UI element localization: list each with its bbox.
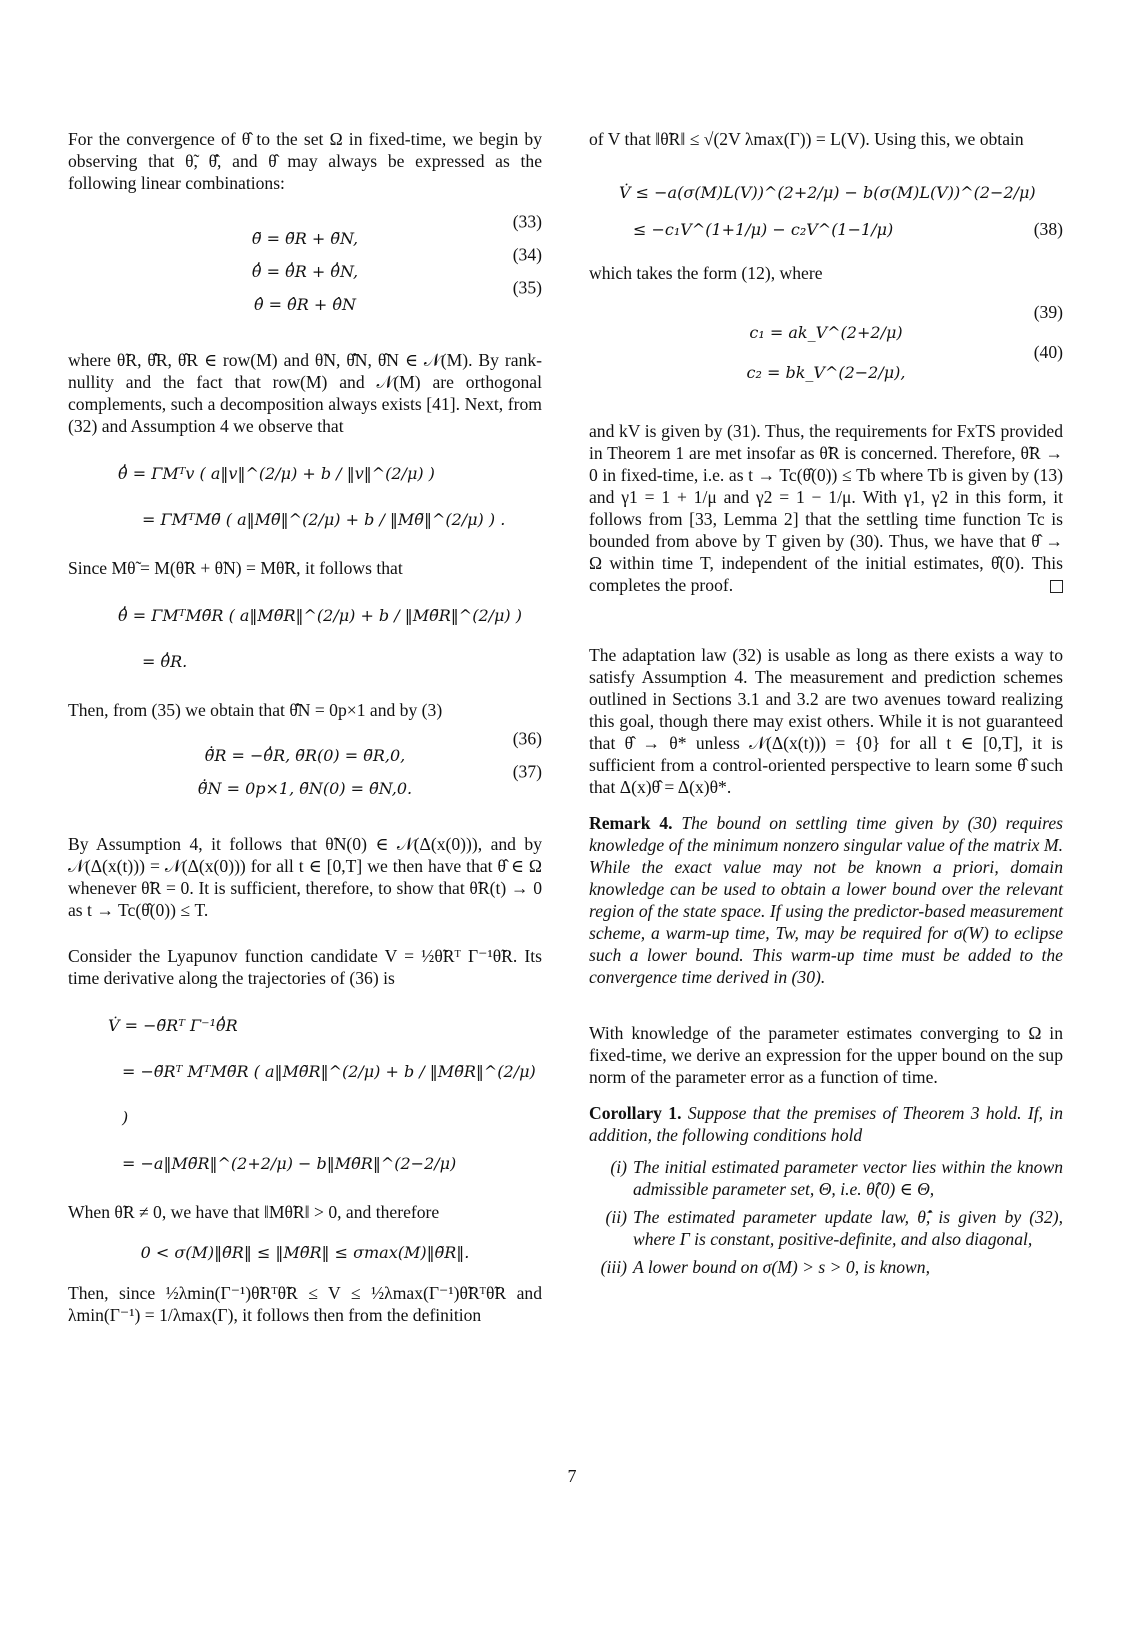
equation-number: (37): [512, 761, 542, 782]
equation-number: (40): [1033, 342, 1063, 362]
proof-conclusion: and kV is given by (31). Thus, the requirements for FxTS provided in Theorem 1 are met insofar as θ̃R is concerned. Therefore, θ̃R → 0 in fixed-time, i.e. as t → Tc(θ̂(0)) ≤ Tb where Tb is given by (13) and γ1 = 1 + 1/μ and γ2 = 1 − 1/μ. With γ1, γ2 in this form, it follows from [33, Lemma 2] that the settling time function Tc is bounded from above by T given by (30). Thus, we have that θ̂ → Ω within time T, independent of the initial estimates, θ̂(0). This completes the proof.: [589, 421, 1063, 595]
equation: 0 < σ(M)‖θ̃R‖ ≤ ‖Mθ̃R‖ ≤ σmax(M)‖θ̃R‖.: [140, 1243, 470, 1262]
equation-block: [68, 593, 542, 685]
paragraph: which takes the form (12), where: [589, 263, 823, 283]
equation-block: [68, 1003, 542, 1187]
paragraph: With knowledge of the parameter estimates converging to Ω in fixed-time, we derive an expression for the upper bound on the sup norm of the parameter error as a function of time.: [589, 1023, 1063, 1087]
corollary-text: Suppose that the premises of Theorem 3 hold. If, in addition, the following conditions hold: [589, 1103, 1063, 1145]
list-item: [589, 1256, 1063, 1278]
remark-label: Remark 4.: [589, 813, 673, 833]
list-item-label: (iii): [600, 1257, 627, 1277]
list-item-text: A lower bound on σ(M) > s > 0, is known,: [633, 1257, 930, 1277]
paragraph: of V that ‖θ̃R‖ ≤ √(2V λmax(Γ)) = L(V). Using this, we obtain: [589, 129, 1024, 149]
equation: c₂ = bk_V^(2−2/μ),: [746, 363, 906, 382]
equation-number: (35): [512, 277, 542, 298]
corollary-label: Corollary 1.: [589, 1103, 682, 1123]
equation-number: (36): [512, 728, 542, 749]
equation: = −a‖Mθ̃R‖^(2+2/μ) − b‖Mθ̃R‖^(2−2/μ): [122, 1154, 457, 1173]
page-number: 7: [567, 1466, 577, 1486]
list-item: [589, 1156, 1063, 1200]
equation: V̇ ≤ −a(σ(M)L(V))^(2+2/μ) − b(σ(M)L(V))^(2−2/μ): [619, 183, 1036, 202]
list-item-label: (i): [610, 1157, 627, 1177]
list-item-text: The initial estimated parameter vector lies within the known admissible parameter set, Θ, i.e. θ̂(0) ∈ Θ,: [633, 1157, 1063, 1199]
equation: θ̂̇ = ΓMᵀv ( a‖v‖^(2/μ) + b / ‖v‖^(2/μ) ): [118, 464, 435, 483]
equation: ≤ −c₁V^(1+1/μ) − c₂V^(1−1/μ): [633, 220, 894, 239]
remark-4: [589, 812, 1063, 988]
paragraph: By Assumption 4, it follows that θ̃N(0) ∈ 𝒩(Δ(x(0))), and by 𝒩(Δ(x(t))) = 𝒩(Δ(x(0))) for all t ∈ [0,T] we then have that θ̂ ∈ Ω whenever θ̃R = 0. It is sufficient, therefore, to show that θ̃R(t) → 0 as t → Tc(θ̂(0)) ≤ T.: [68, 834, 542, 920]
equation-block: [68, 451, 542, 543]
list-item-text: The estimated parameter update law, θ̂̇, is given by (32), where Γ is constant, positive-definite, and also diagonal,: [633, 1207, 1063, 1249]
paragraph: where θ̃R, θ̂̇R, θ̂R ∈ row(M) and θ̃N, θ̂̇N, θ̂N ∈ 𝒩(M). By rank-nullity and the fact that row(M) and 𝒩(M) are orthogonal complements, such a decomposition always exists [41]. Next, from (32) and Assumption 4 we observe that: [68, 350, 542, 436]
paragraph: [589, 420, 1063, 596]
paragraph: For the convergence of θ̂ to the set Ω in fixed-time, we begin by observing that θ̃, θ̂̇, and θ̂ may always be expressed as the following linear combinations:: [68, 129, 542, 193]
equation: V̇ = −θ̃Rᵀ Γ⁻¹θ̂̇R: [108, 1016, 238, 1035]
equation: θ̂̇ = θ̂̇R + θ̂̇N,: [251, 262, 359, 281]
paragraph: Since Mθ̃ = M(θ̃R + θ̃N) = Mθ̃R, it follows that: [68, 558, 403, 578]
equation-group-33-35: [68, 211, 542, 325]
paragraph: Then, since ½λmin(Γ⁻¹)θ̃Rᵀθ̃R ≤ V ≤ ½λmax(Γ⁻¹)θ̃Rᵀθ̃R and λmin(Γ⁻¹) = 1/λmax(Γ), it follows then from the definition: [68, 1283, 542, 1325]
equation-group-39-40: [589, 302, 1063, 396]
equation: = −θ̃Rᵀ MᵀMθ̃R ( a‖Mθ̃R‖^(2/μ) + b / ‖Mθ̃R‖^(2/μ) ): [122, 1062, 536, 1127]
list-item: [589, 1206, 1063, 1250]
condition-list: [589, 1156, 1063, 1278]
paragraph: Then, from (35) we obtain that θ̂̇N = 0p×1 and by (3): [68, 700, 443, 720]
equation: = θ̂̇R.: [142, 652, 188, 671]
equation-number: (39): [1033, 302, 1063, 322]
remark-text: The bound on settling time given by (30) requires knowledge of the minimum nonzero singular value of the matrix M. While the exact value may not be known a priori, domain knowledge can be used to obtain a lower bound over the relevant region of the state space. If using the predictor-based measurement scheme, a warm-up time, Tw, may be required for σ(W) to eclipse such a lower bound. This warm-up time must be added to the convergence time derived in (30).: [589, 813, 1063, 987]
equation-number: (38): [1033, 219, 1063, 239]
paragraph: When θ̃R ≠ 0, we have that ‖Mθ̃R‖ > 0, and therefore: [68, 1202, 440, 1222]
equation: = ΓMᵀMθ̃ ( a‖Mθ̃‖^(2/μ) + b / ‖Mθ̃‖^(2/μ) ) .: [142, 510, 506, 529]
qed-box-icon: [1050, 580, 1063, 593]
right-column: [589, 128, 1063, 1278]
paragraph: The adaptation law (32) is usable as long as there exists a way to satisfy Assumption 4. The measurement and prediction schemes outlined in Sections 3.1 and 3.2 are two avenues toward realizing this goal, though there may exist others. While it is not guaranteed that θ̂ → θ* unless 𝒩(Δ(x(t))) = {0} for all t ∈ [0,T], it is sufficient from a control-oriented perspective to learn some θ̂ such that Δ(x)θ̂ = Δ(x)θ*.: [589, 645, 1063, 797]
equation-group-36-37: [68, 728, 542, 809]
equation: θ̃̇R = −θ̂̇R, θ̃R(0) = θ̃R,0,: [204, 746, 406, 765]
equation-inequality: [68, 1237, 542, 1268]
equation: θ̃ = θ̃R + θ̃N,: [251, 229, 359, 248]
equation: θ̂ = θ̂R + θ̂N: [253, 295, 357, 314]
list-item-label: (ii): [605, 1207, 627, 1227]
equation-number: (33): [512, 211, 542, 232]
equation: θ̂̇ = ΓMᵀMθ̃R ( a‖Mθ̃R‖^(2/μ) + b / ‖Mθ̃R‖^(2/μ) ): [118, 606, 522, 625]
corollary-1: [589, 1102, 1063, 1146]
left-column: [68, 128, 542, 1326]
paragraph: Consider the Lyapunov function candidate V = ½θ̃Rᵀ Γ⁻¹θ̃R. Its time derivative along the trajectories of (36) is: [68, 946, 542, 988]
equation: c₁ = ak_V^(2+2/μ): [749, 323, 903, 342]
equation: θ̃̇N = 0p×1, θ̃N(0) = θ̃N,0.: [197, 779, 413, 798]
equation-block-38: [589, 174, 1063, 248]
equation-number: (34): [512, 244, 542, 265]
